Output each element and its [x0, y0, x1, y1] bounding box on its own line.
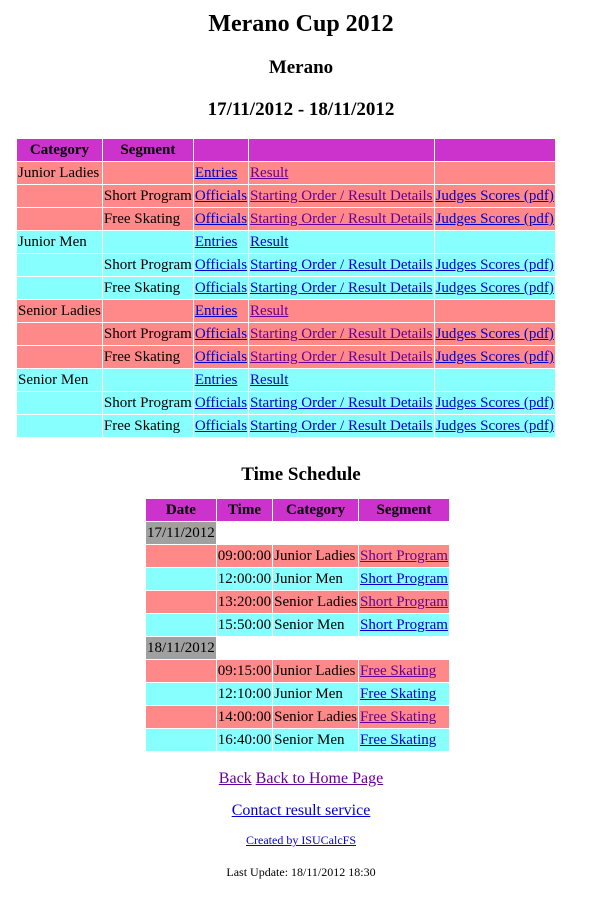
event-link-col3-cell	[194, 392, 248, 414]
schedule-row	[146, 545, 449, 567]
event-row	[17, 208, 555, 230]
event-link-col5-cell	[435, 346, 555, 368]
venue-heading: Merano	[268, 57, 334, 78]
event-category: Junior Men	[18, 234, 87, 250]
event-segment-cell	[103, 300, 193, 322]
event-category-cell	[17, 323, 102, 345]
event-link-col4-cell	[249, 346, 433, 368]
events-table	[16, 138, 556, 438]
event-category-cell	[17, 346, 102, 368]
event-link-col4[interactable]: Starting Order / Result Details	[250, 418, 433, 434]
event-segment: Free Skating	[103, 418, 181, 434]
event-link-col5[interactable]: Judges Scores (pdf)	[435, 418, 554, 434]
event-category-cell	[17, 415, 102, 437]
schedule-segment-link[interactable]: Free Skating	[360, 709, 437, 725]
event-row	[17, 392, 555, 414]
schedule-segment-cell	[359, 660, 449, 682]
event-link-col5[interactable]: Judges Scores (pdf)	[435, 326, 554, 342]
schedule-segment-cell	[359, 591, 449, 613]
schedule-time: 09:00:00	[217, 545, 272, 567]
schedule-row	[146, 660, 449, 682]
schedule-date-empty	[146, 683, 216, 705]
event-category-cell	[17, 300, 102, 322]
schedule-date-empty	[146, 729, 216, 751]
event-link-col3-cell	[194, 185, 248, 207]
event-link-col3-cell	[194, 415, 248, 437]
schedule-segment-cell	[359, 545, 449, 567]
schedule-table	[145, 498, 450, 752]
event-link-col3-cell	[194, 277, 248, 299]
event-link-col3-cell	[194, 323, 248, 345]
schedule-date-row	[146, 637, 449, 659]
event-link-col4[interactable]: Starting Order / Result Details	[250, 188, 433, 204]
event-segment-cell	[103, 369, 193, 391]
contact-link[interactable]: Contact result service	[231, 802, 371, 819]
schedule-segment-link[interactable]: Short Program	[360, 594, 448, 610]
event-link-col4-cell	[249, 162, 433, 184]
header-blank-4	[249, 139, 433, 161]
schedule-date-empty	[146, 706, 216, 728]
nav-links	[0, 770, 602, 788]
schedule-time: 15:50:00	[217, 614, 272, 636]
event-link-col4-cell	[249, 369, 433, 391]
event-link-col5-cell	[435, 300, 555, 322]
event-category: Senior Ladies	[18, 303, 101, 319]
event-category: Junior Ladies	[18, 165, 100, 181]
event-link-col5-cell	[435, 323, 555, 345]
event-link-col3[interactable]: Officials	[194, 395, 248, 411]
event-row	[17, 300, 555, 322]
blank-cell	[217, 637, 272, 659]
dates-heading: 17/11/2012 - 18/11/2012	[207, 99, 395, 120]
created-row	[0, 833, 602, 848]
event-link-col4[interactable]: Result	[250, 303, 289, 319]
event-link-col4-cell	[249, 300, 433, 322]
events-header-row	[17, 139, 555, 161]
event-row	[17, 185, 555, 207]
event-segment: Short Program	[103, 326, 192, 342]
event-link-col3[interactable]: Officials	[194, 188, 248, 204]
header-blank-3	[194, 139, 248, 161]
event-link-col5-cell	[435, 162, 555, 184]
back-link[interactable]: Back	[218, 770, 252, 787]
event-category-cell	[17, 392, 102, 414]
schedule-date-empty	[146, 568, 216, 590]
event-link-col4[interactable]: Starting Order / Result Details	[250, 280, 433, 296]
event-segment-cell	[103, 185, 193, 207]
event-segment: Free Skating	[103, 349, 181, 365]
schedule-category: Junior Ladies	[273, 660, 358, 682]
event-segment-cell	[103, 162, 193, 184]
event-row	[17, 277, 555, 299]
schedule-category: Junior Men	[273, 683, 358, 705]
event-segment-cell	[103, 323, 193, 345]
schedule-date-empty	[146, 591, 216, 613]
header-blank-5	[435, 139, 555, 161]
schedule-segment-cell	[359, 683, 449, 705]
event-link-col3[interactable]: Entries	[194, 165, 238, 181]
blank-cell	[359, 637, 449, 659]
blank-cell	[359, 522, 449, 544]
schedule-segment-cell	[359, 614, 449, 636]
event-link-col5[interactable]: Judges Scores (pdf)	[435, 349, 554, 365]
event-link-col3[interactable]: Entries	[194, 303, 238, 319]
event-link-col3[interactable]: Officials	[194, 326, 248, 342]
header-segment: Segment	[359, 499, 449, 521]
blank-cell	[273, 637, 358, 659]
schedule-date-row	[146, 522, 449, 544]
schedule-segment-cell	[359, 729, 449, 751]
event-link-col5-cell	[435, 369, 555, 391]
schedule-category: Senior Ladies	[273, 706, 358, 728]
event-link-col5[interactable]: Judges Scores (pdf)	[435, 280, 554, 296]
schedule-segment-cell	[359, 706, 449, 728]
event-link-col5-cell	[435, 208, 555, 230]
event-link-col4-cell	[249, 254, 433, 276]
event-category-cell	[17, 208, 102, 230]
event-link-col3-cell	[194, 300, 248, 322]
schedule-date: 18/11/2012	[146, 637, 216, 659]
schedule-title: Time Schedule	[241, 464, 361, 485]
event-link-col4-cell	[249, 392, 433, 414]
event-row	[17, 231, 555, 253]
event-segment: Short Program	[103, 188, 192, 204]
event-category-cell	[17, 162, 102, 184]
created-by-link[interactable]: Created by ISUCalcFS	[246, 833, 356, 847]
event-category: Senior Men	[18, 372, 89, 388]
schedule-segment-link[interactable]: Free Skating	[360, 663, 437, 679]
schedule-date-empty	[146, 660, 216, 682]
event-row	[17, 415, 555, 437]
schedule-time: 16:40:00	[217, 729, 272, 751]
event-row	[17, 162, 555, 184]
event-link-col3[interactable]: Officials	[194, 211, 248, 227]
blank-cell	[273, 522, 358, 544]
schedule-segment-link[interactable]: Free Skating	[360, 732, 437, 748]
event-link-col3[interactable]: Entries	[194, 234, 238, 250]
event-link-col3-cell	[194, 254, 248, 276]
event-link-col4[interactable]: Result	[250, 234, 289, 250]
schedule-category: Senior Men	[273, 614, 358, 636]
header-time: Time	[217, 499, 272, 521]
schedule-segment-link[interactable]: Free Skating	[360, 686, 437, 702]
event-link-col4[interactable]: Starting Order / Result Details	[250, 395, 433, 411]
header-category: Category	[17, 139, 102, 161]
event-link-col5-cell	[435, 254, 555, 276]
event-link-col5[interactable]: Judges Scores (pdf)	[435, 188, 554, 204]
event-link-col4[interactable]: Result	[250, 372, 289, 388]
event-category-cell	[17, 185, 102, 207]
home-link[interactable]: Back to Home Page	[255, 770, 384, 787]
event-category-cell	[17, 254, 102, 276]
event-link-col5-cell	[435, 185, 555, 207]
schedule-time: 12:00:00	[217, 568, 272, 590]
header-category: Category	[273, 499, 358, 521]
event-segment-cell	[103, 415, 193, 437]
event-link-col4-cell	[249, 277, 433, 299]
event-link-col3-cell	[194, 162, 248, 184]
event-link-col4-cell	[249, 208, 433, 230]
event-segment-cell	[103, 208, 193, 230]
event-link-col3-cell	[194, 369, 248, 391]
event-link-col4-cell	[249, 323, 433, 345]
event-category-cell	[17, 231, 102, 253]
event-link-col3-cell	[194, 231, 248, 253]
schedule-date-empty	[146, 614, 216, 636]
header-date: Date	[146, 499, 216, 521]
schedule-segment-link[interactable]: Short Program	[360, 548, 448, 564]
schedule-category: Senior Ladies	[273, 591, 358, 613]
event-segment-cell	[103, 231, 193, 253]
event-row	[17, 323, 555, 345]
event-link-col4-cell	[249, 415, 433, 437]
page-title: Merano Cup 2012	[208, 11, 394, 37]
schedule-segment-link[interactable]: Short Program	[360, 571, 448, 587]
schedule-row	[146, 729, 449, 751]
event-segment-cell	[103, 254, 193, 276]
schedule-time: 14:00:00	[217, 706, 272, 728]
event-link-col5-cell	[435, 231, 555, 253]
event-segment: Short Program	[103, 257, 192, 273]
header-segment: Segment	[103, 139, 193, 161]
schedule-category: Senior Men	[273, 729, 358, 751]
event-link-col5[interactable]: Judges Scores (pdf)	[435, 257, 554, 273]
schedule-time: 09:15:00	[217, 660, 272, 682]
event-row	[17, 346, 555, 368]
schedule-row	[146, 568, 449, 590]
schedule-row	[146, 706, 449, 728]
event-link-col5-cell	[435, 277, 555, 299]
schedule-segment-cell	[359, 568, 449, 590]
event-segment-cell	[103, 392, 193, 414]
schedule-time: 12:10:00	[217, 683, 272, 705]
event-link-col4[interactable]: Starting Order / Result Details	[250, 326, 433, 342]
event-link-col4[interactable]: Starting Order / Result Details	[250, 257, 433, 273]
schedule-row	[146, 683, 449, 705]
event-link-col5[interactable]: Judges Scores (pdf)	[435, 395, 554, 411]
event-category-cell	[17, 277, 102, 299]
event-link-col3-cell	[194, 346, 248, 368]
event-segment-cell	[103, 277, 193, 299]
event-link-col5-cell	[435, 392, 555, 414]
last-update: Last Update: 18/11/2012 18:30	[226, 865, 376, 879]
schedule-row	[146, 614, 449, 636]
event-row	[17, 254, 555, 276]
event-link-col3[interactable]: Entries	[194, 372, 238, 388]
event-link-col3[interactable]: Officials	[194, 418, 248, 434]
event-link-col5[interactable]: Judges Scores (pdf)	[435, 211, 554, 227]
event-row	[17, 369, 555, 391]
event-segment: Short Program	[103, 395, 192, 411]
event-link-col4[interactable]: Result	[250, 165, 289, 181]
event-link-col5-cell	[435, 415, 555, 437]
event-link-col4-cell	[249, 231, 433, 253]
schedule-time: 13:20:00	[217, 591, 272, 613]
event-link-col4-cell	[249, 185, 433, 207]
contact-row	[0, 802, 602, 820]
event-link-col4[interactable]: Starting Order / Result Details	[250, 211, 433, 227]
schedule-segment-link[interactable]: Short Program	[360, 617, 448, 633]
event-category-cell	[17, 369, 102, 391]
event-segment: Free Skating	[103, 211, 181, 227]
schedule-category: Junior Ladies	[273, 545, 358, 567]
event-link-col3-cell	[194, 208, 248, 230]
schedule-date-empty	[146, 545, 216, 567]
schedule-header-row	[146, 499, 449, 521]
event-segment: Free Skating	[103, 280, 181, 296]
schedule-category: Junior Men	[273, 568, 358, 590]
blank-cell	[217, 522, 272, 544]
event-link-col3[interactable]: Officials	[194, 257, 248, 273]
event-segment-cell	[103, 346, 193, 368]
event-link-col3[interactable]: Officials	[194, 349, 248, 365]
schedule-row	[146, 591, 449, 613]
event-link-col4[interactable]: Starting Order / Result Details	[250, 349, 433, 365]
event-link-col3[interactable]: Officials	[194, 280, 248, 296]
schedule-date: 17/11/2012	[146, 522, 216, 544]
